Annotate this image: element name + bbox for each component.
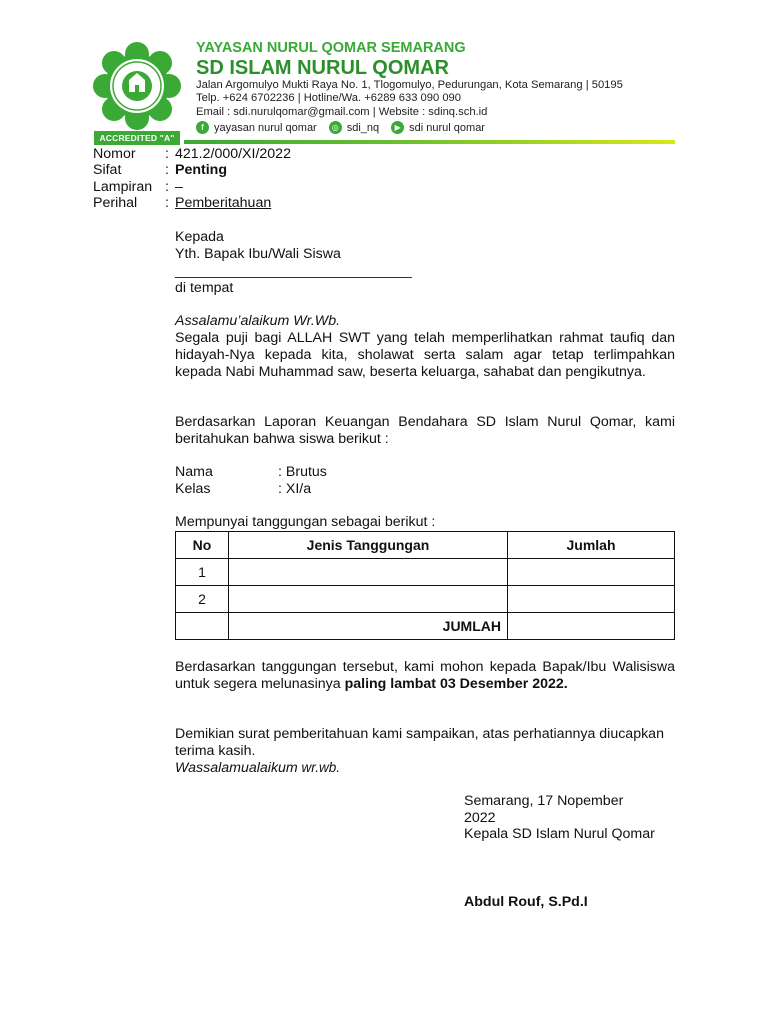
foundation-name: YAYASAN NURUL QOMAR SEMARANG xyxy=(196,40,466,56)
social-links xyxy=(196,121,497,134)
social-youtube xyxy=(391,121,485,134)
recipient-yth: Yth. Bapak Ibu/Wali Siswa xyxy=(175,246,341,262)
row-no: 2 xyxy=(176,586,229,613)
table-row xyxy=(176,559,675,586)
row-jenis xyxy=(229,586,508,613)
table-header-row xyxy=(176,532,675,559)
closing-paragraph: Demikian surat pemberitahuan kami sampaikan, atas perhatiannya diucapkan terima kasih. xyxy=(175,726,664,759)
total-value xyxy=(508,613,675,640)
table-row xyxy=(176,586,675,613)
facebook-icon: f xyxy=(196,121,209,134)
nama-value: : Brutus xyxy=(278,464,327,480)
header-jumlah: Jumlah xyxy=(508,532,675,559)
request-paragraph xyxy=(175,659,675,693)
salam-closing xyxy=(175,760,340,777)
instagram-handle: sdi_nq xyxy=(346,121,380,134)
signature-position: Kepala SD Islam Nurul Qomar xyxy=(464,826,655,842)
row-no: 1 xyxy=(176,559,229,586)
nomor-colon: : xyxy=(165,146,169,162)
report-paragraph: Berdasarkan Laporan Keuangan Bendahara SD Islam Nurul Qomar, kami beritahukan bahwa siswa berikut : xyxy=(175,414,675,447)
wassalam-suffix: wr.wb. xyxy=(297,760,341,775)
accreditation-badge: ACCREDITED "A" xyxy=(94,131,180,145)
school-email-website: Email : sdi.nurulqomar@gmail.com | Website : sdinq.sch.id xyxy=(196,105,488,118)
letterhead xyxy=(196,40,676,119)
salam-opening: Assalamu’alaikum Wr.Wb. xyxy=(175,313,341,329)
header-jenis: Jenis Tanggungan xyxy=(229,532,508,559)
wassalam-text: Wassalamualaikum xyxy=(175,760,298,776)
deadline-text: paling lambat 03 Desember 2022. xyxy=(344,675,568,692)
tanggungan-intro: Mempunyai tanggungan sebagai berikut : xyxy=(175,514,436,530)
recipient-tempat: di tempat xyxy=(175,280,234,296)
nomor-label: Nomor xyxy=(93,146,136,162)
opening-paragraph: Segala puji bagi ALLAH SWT yang telah memperlihatkan rahmat taufiq dan hidayah-Nya kepada kita, sholawat serta salam agar tetap terlimpahkan kepada Nabi Muhammad saw, beserta keluarga, sahabat dan pengikutnya. xyxy=(175,330,675,380)
facebook-handle: yayasan nurul qomar xyxy=(214,121,317,134)
instagram-icon: ◎ xyxy=(329,121,342,134)
row-jenis xyxy=(229,559,508,586)
lampiran-value: – xyxy=(175,179,183,195)
row-jumlah xyxy=(508,559,675,586)
row-jumlah xyxy=(508,586,675,613)
signature-place-date: Semarang, 17 Nopember xyxy=(464,793,624,809)
sifat-label: Sifat xyxy=(93,162,122,178)
recipient-kepada: Kepada xyxy=(175,229,224,245)
tanggungan-table xyxy=(175,531,675,640)
table-total-row xyxy=(176,613,675,640)
social-instagram xyxy=(329,121,379,134)
request-text: Berdasarkan tanggungan tersebut, kami mohon kepada Bapak/Ibu Walisiswa untuk segera melunasinya xyxy=(175,659,675,692)
sifat-colon: : xyxy=(165,162,169,178)
nomor-value: 421.2/000/XI/2022 xyxy=(175,146,291,162)
sifat-value: Penting xyxy=(175,162,228,178)
nama-label: Nama xyxy=(175,464,213,480)
kelas-value: : XI/a xyxy=(278,481,312,497)
youtube-handle: sdi nurul qomar xyxy=(409,121,485,134)
perihal-value: Pemberitahuan xyxy=(175,195,272,211)
header-divider xyxy=(184,140,675,144)
lampiran-colon: : xyxy=(165,179,169,195)
school-address: Jalan Argomulyo Mukti Raya No. 1, Tlogomulyo, Pedurungan, Kota Semarang | 50195 xyxy=(196,79,623,91)
recipient-blank-line: ______________________________ xyxy=(175,263,412,279)
perihal-label: Perihal xyxy=(93,195,138,211)
school-logo-icon xyxy=(92,40,182,144)
lampiran-label: Lampiran xyxy=(93,179,153,195)
total-no-cell xyxy=(176,613,229,640)
perihal-colon: : xyxy=(165,195,169,211)
total-label: JUMLAH xyxy=(229,613,508,640)
signatory-name: Abdul Rouf, S.Pd.I xyxy=(464,894,588,910)
kelas-label: Kelas xyxy=(175,481,211,497)
signature-year: 2022 xyxy=(464,810,496,826)
header-no: No xyxy=(176,532,229,559)
school-phone: Telp. +624 6702236 | Hotline/Wa. +6289 633 090 090 xyxy=(196,92,461,105)
youtube-icon: ▶ xyxy=(391,121,404,134)
school-name: SD ISLAM NURUL QOMAR xyxy=(196,57,449,79)
social-facebook xyxy=(196,121,317,134)
